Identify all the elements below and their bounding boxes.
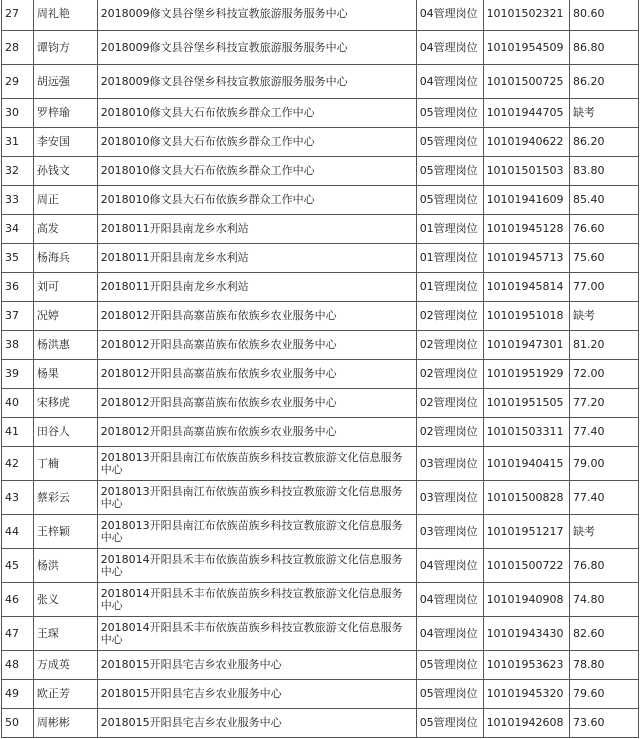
row-number: 37 (2, 302, 34, 331)
recruiting-unit: 2018011开阳县南龙乡水利站 (97, 244, 416, 273)
score: 79.60 (570, 680, 639, 709)
row-number: 48 (2, 651, 34, 680)
score: 86.20 (570, 65, 639, 99)
candidate-name: 丁楠 (33, 447, 97, 481)
recruiting-unit: 2018012开阳县高寨苗族布依族乡农业服务中心 (97, 360, 416, 389)
table-row (2, 549, 639, 583)
table-row (2, 99, 639, 128)
exam-number: 10101940908 (483, 583, 569, 617)
exam-number: 10101944705 (483, 99, 569, 128)
candidate-name: 刘可 (33, 273, 97, 302)
post-name: 04管理岗位 (416, 549, 483, 583)
candidate-name: 周彬彬 (33, 709, 97, 738)
score: 77.40 (570, 481, 639, 515)
table-row (2, 709, 639, 738)
table-row (2, 481, 639, 515)
candidate-name: 谭钧方 (33, 31, 97, 65)
row-number: 32 (2, 157, 34, 186)
recruiting-unit: 2018013开阳县南江布依族苗族乡科技宣教旅游文化信息服务中心 (97, 481, 416, 515)
recruiting-unit: 2018011开阳县南龙乡水利站 (97, 215, 416, 244)
candidate-name: 田谷人 (33, 418, 97, 447)
post-name: 02管理岗位 (416, 418, 483, 447)
row-number: 34 (2, 215, 34, 244)
candidate-name: 王梓颖 (33, 515, 97, 549)
score: 77.00 (570, 273, 639, 302)
exam-number: 10101940415 (483, 447, 569, 481)
post-name: 04管理岗位 (416, 31, 483, 65)
post-name: 03管理岗位 (416, 515, 483, 549)
exam-number: 10101503311 (483, 418, 569, 447)
recruiting-unit: 2018015开阳县宅吉乡农业服务中心 (97, 709, 416, 738)
row-number: 45 (2, 549, 34, 583)
table-row (2, 215, 639, 244)
recruiting-unit: 2018014开阳县禾丰布依族苗族乡科技宣教旅游文化信息服务中心 (97, 549, 416, 583)
row-number: 29 (2, 65, 34, 99)
score: 79.00 (570, 447, 639, 481)
recruiting-unit: 2018009修文县谷堡乡科技宣教旅游服务服务中心 (97, 31, 416, 65)
row-number: 33 (2, 186, 34, 215)
post-name: 05管理岗位 (416, 680, 483, 709)
table-row (2, 65, 639, 99)
exam-number: 10101947301 (483, 331, 569, 360)
score: 缺考 (570, 302, 639, 331)
table-row (2, 128, 639, 157)
score: 78.80 (570, 651, 639, 680)
table-row (2, 583, 639, 617)
candidate-name: 况婷 (33, 302, 97, 331)
post-name: 05管理岗位 (416, 99, 483, 128)
exam-number: 10101951217 (483, 515, 569, 549)
candidate-name: 杨果 (33, 360, 97, 389)
candidate-name: 张义 (33, 583, 97, 617)
row-number: 47 (2, 617, 34, 651)
row-number: 49 (2, 680, 34, 709)
table-row (2, 0, 639, 31)
exam-number: 10101951505 (483, 389, 569, 418)
table-row (2, 302, 639, 331)
table-row (2, 360, 639, 389)
recruiting-unit: 2018015开阳县宅吉乡农业服务中心 (97, 680, 416, 709)
score: 85.40 (570, 186, 639, 215)
row-number: 46 (2, 583, 34, 617)
score: 72.00 (570, 360, 639, 389)
score: 74.80 (570, 583, 639, 617)
exam-number: 10101951929 (483, 360, 569, 389)
row-number: 31 (2, 128, 34, 157)
recruiting-unit: 2018010修文县大石布依族乡群众工作中心 (97, 99, 416, 128)
recruiting-unit: 2018012开阳县高寨苗族布依族乡农业服务中心 (97, 418, 416, 447)
table-row (2, 617, 639, 651)
score: 76.80 (570, 549, 639, 583)
exam-number: 10101945128 (483, 215, 569, 244)
post-name: 03管理岗位 (416, 447, 483, 481)
results-table (1, 0, 639, 738)
post-name: 05管理岗位 (416, 157, 483, 186)
row-number: 36 (2, 273, 34, 302)
score: 76.60 (570, 215, 639, 244)
post-name: 04管理岗位 (416, 0, 483, 31)
table-row (2, 680, 639, 709)
table-row (2, 331, 639, 360)
recruiting-unit: 2018014开阳县禾丰布依族苗族乡科技宣教旅游文化信息服务中心 (97, 583, 416, 617)
recruiting-unit: 2018012开阳县高寨苗族布依族乡农业服务中心 (97, 389, 416, 418)
row-number: 43 (2, 481, 34, 515)
score: 73.60 (570, 709, 639, 738)
exam-number: 10101951018 (483, 302, 569, 331)
candidate-name: 孙钱文 (33, 157, 97, 186)
row-number: 42 (2, 447, 34, 481)
row-number: 39 (2, 360, 34, 389)
candidate-name: 欧正芳 (33, 680, 97, 709)
post-name: 05管理岗位 (416, 186, 483, 215)
candidate-name: 杨洪惠 (33, 331, 97, 360)
recruiting-unit: 2018011开阳县南龙乡水利站 (97, 273, 416, 302)
recruiting-unit: 2018010修文县大石布依族乡群众工作中心 (97, 186, 416, 215)
exam-number: 10101500828 (483, 481, 569, 515)
candidate-name: 宋移虎 (33, 389, 97, 418)
post-name: 02管理岗位 (416, 360, 483, 389)
row-number: 50 (2, 709, 34, 738)
exam-number: 10101943430 (483, 617, 569, 651)
table-row (2, 418, 639, 447)
table-row (2, 186, 639, 215)
exam-number: 10101500725 (483, 65, 569, 99)
candidate-name: 周礼艳 (33, 0, 97, 31)
score: 缺考 (570, 99, 639, 128)
table-row (2, 244, 639, 273)
table-row (2, 389, 639, 418)
post-name: 04管理岗位 (416, 617, 483, 651)
exam-number: 10101942608 (483, 709, 569, 738)
post-name: 05管理岗位 (416, 651, 483, 680)
candidate-name: 胡远强 (33, 65, 97, 99)
candidate-name: 蔡彩云 (33, 481, 97, 515)
recruiting-unit: 2018013开阳县南江布依族苗族乡科技宣教旅游文化信息服务中心 (97, 515, 416, 549)
candidate-name: 王琛 (33, 617, 97, 651)
post-name: 05管理岗位 (416, 128, 483, 157)
score: 80.60 (570, 0, 639, 31)
results-table-body (2, 0, 639, 738)
candidate-name: 杨洪 (33, 549, 97, 583)
exam-number: 10101502321 (483, 0, 569, 31)
recruiting-unit: 2018009修文县谷堡乡科技宣教旅游服务服务中心 (97, 65, 416, 99)
score: 缺考 (570, 515, 639, 549)
candidate-name: 高发 (33, 215, 97, 244)
table-row (2, 651, 639, 680)
row-number: 30 (2, 99, 34, 128)
score: 82.60 (570, 617, 639, 651)
exam-number: 10101500722 (483, 549, 569, 583)
candidate-name: 万成英 (33, 651, 97, 680)
post-name: 04管理岗位 (416, 65, 483, 99)
table-row (2, 157, 639, 186)
table-row (2, 447, 639, 481)
score: 81.20 (570, 331, 639, 360)
row-number: 41 (2, 418, 34, 447)
score: 75.60 (570, 244, 639, 273)
recruiting-unit: 2018012开阳县高寨苗族布依族乡农业服务中心 (97, 331, 416, 360)
exam-number: 10101941609 (483, 186, 569, 215)
table-row (2, 31, 639, 65)
exam-number: 10101940622 (483, 128, 569, 157)
row-number: 40 (2, 389, 34, 418)
post-name: 05管理岗位 (416, 709, 483, 738)
exam-number: 10101954509 (483, 31, 569, 65)
row-number: 35 (2, 244, 34, 273)
post-name: 01管理岗位 (416, 244, 483, 273)
row-number: 27 (2, 0, 34, 31)
table-row (2, 273, 639, 302)
post-name: 02管理岗位 (416, 331, 483, 360)
post-name: 01管理岗位 (416, 215, 483, 244)
candidate-name: 周正 (33, 186, 97, 215)
candidate-name: 杨海兵 (33, 244, 97, 273)
recruiting-unit: 2018013开阳县南江布依族苗族乡科技宣教旅游文化信息服务中心 (97, 447, 416, 481)
score: 83.80 (570, 157, 639, 186)
exam-number: 10101945814 (483, 273, 569, 302)
score: 86.20 (570, 128, 639, 157)
score: 77.40 (570, 418, 639, 447)
row-number: 44 (2, 515, 34, 549)
exam-number: 10101953623 (483, 651, 569, 680)
post-name: 01管理岗位 (416, 273, 483, 302)
score: 86.80 (570, 31, 639, 65)
post-name: 03管理岗位 (416, 481, 483, 515)
exam-number: 10101501503 (483, 157, 569, 186)
recruiting-unit: 2018014开阳县禾丰布依族苗族乡科技宣教旅游文化信息服务中心 (97, 617, 416, 651)
candidate-name: 李安国 (33, 128, 97, 157)
recruiting-unit: 2018010修文县大石布依族乡群众工作中心 (97, 128, 416, 157)
post-name: 02管理岗位 (416, 389, 483, 418)
recruiting-unit: 2018012开阳县高寨苗族布依族乡农业服务中心 (97, 302, 416, 331)
exam-number: 10101945320 (483, 680, 569, 709)
recruiting-unit: 2018010修文县大石布依族乡群众工作中心 (97, 157, 416, 186)
table-row (2, 515, 639, 549)
post-name: 02管理岗位 (416, 302, 483, 331)
candidate-name: 罗梓瑜 (33, 99, 97, 128)
post-name: 04管理岗位 (416, 583, 483, 617)
exam-number: 10101945713 (483, 244, 569, 273)
recruiting-unit: 2018015开阳县宅吉乡农业服务中心 (97, 651, 416, 680)
score: 77.20 (570, 389, 639, 418)
row-number: 28 (2, 31, 34, 65)
recruiting-unit: 2018009修文县谷堡乡科技宣教旅游服务服务中心 (97, 0, 416, 31)
row-number: 38 (2, 331, 34, 360)
